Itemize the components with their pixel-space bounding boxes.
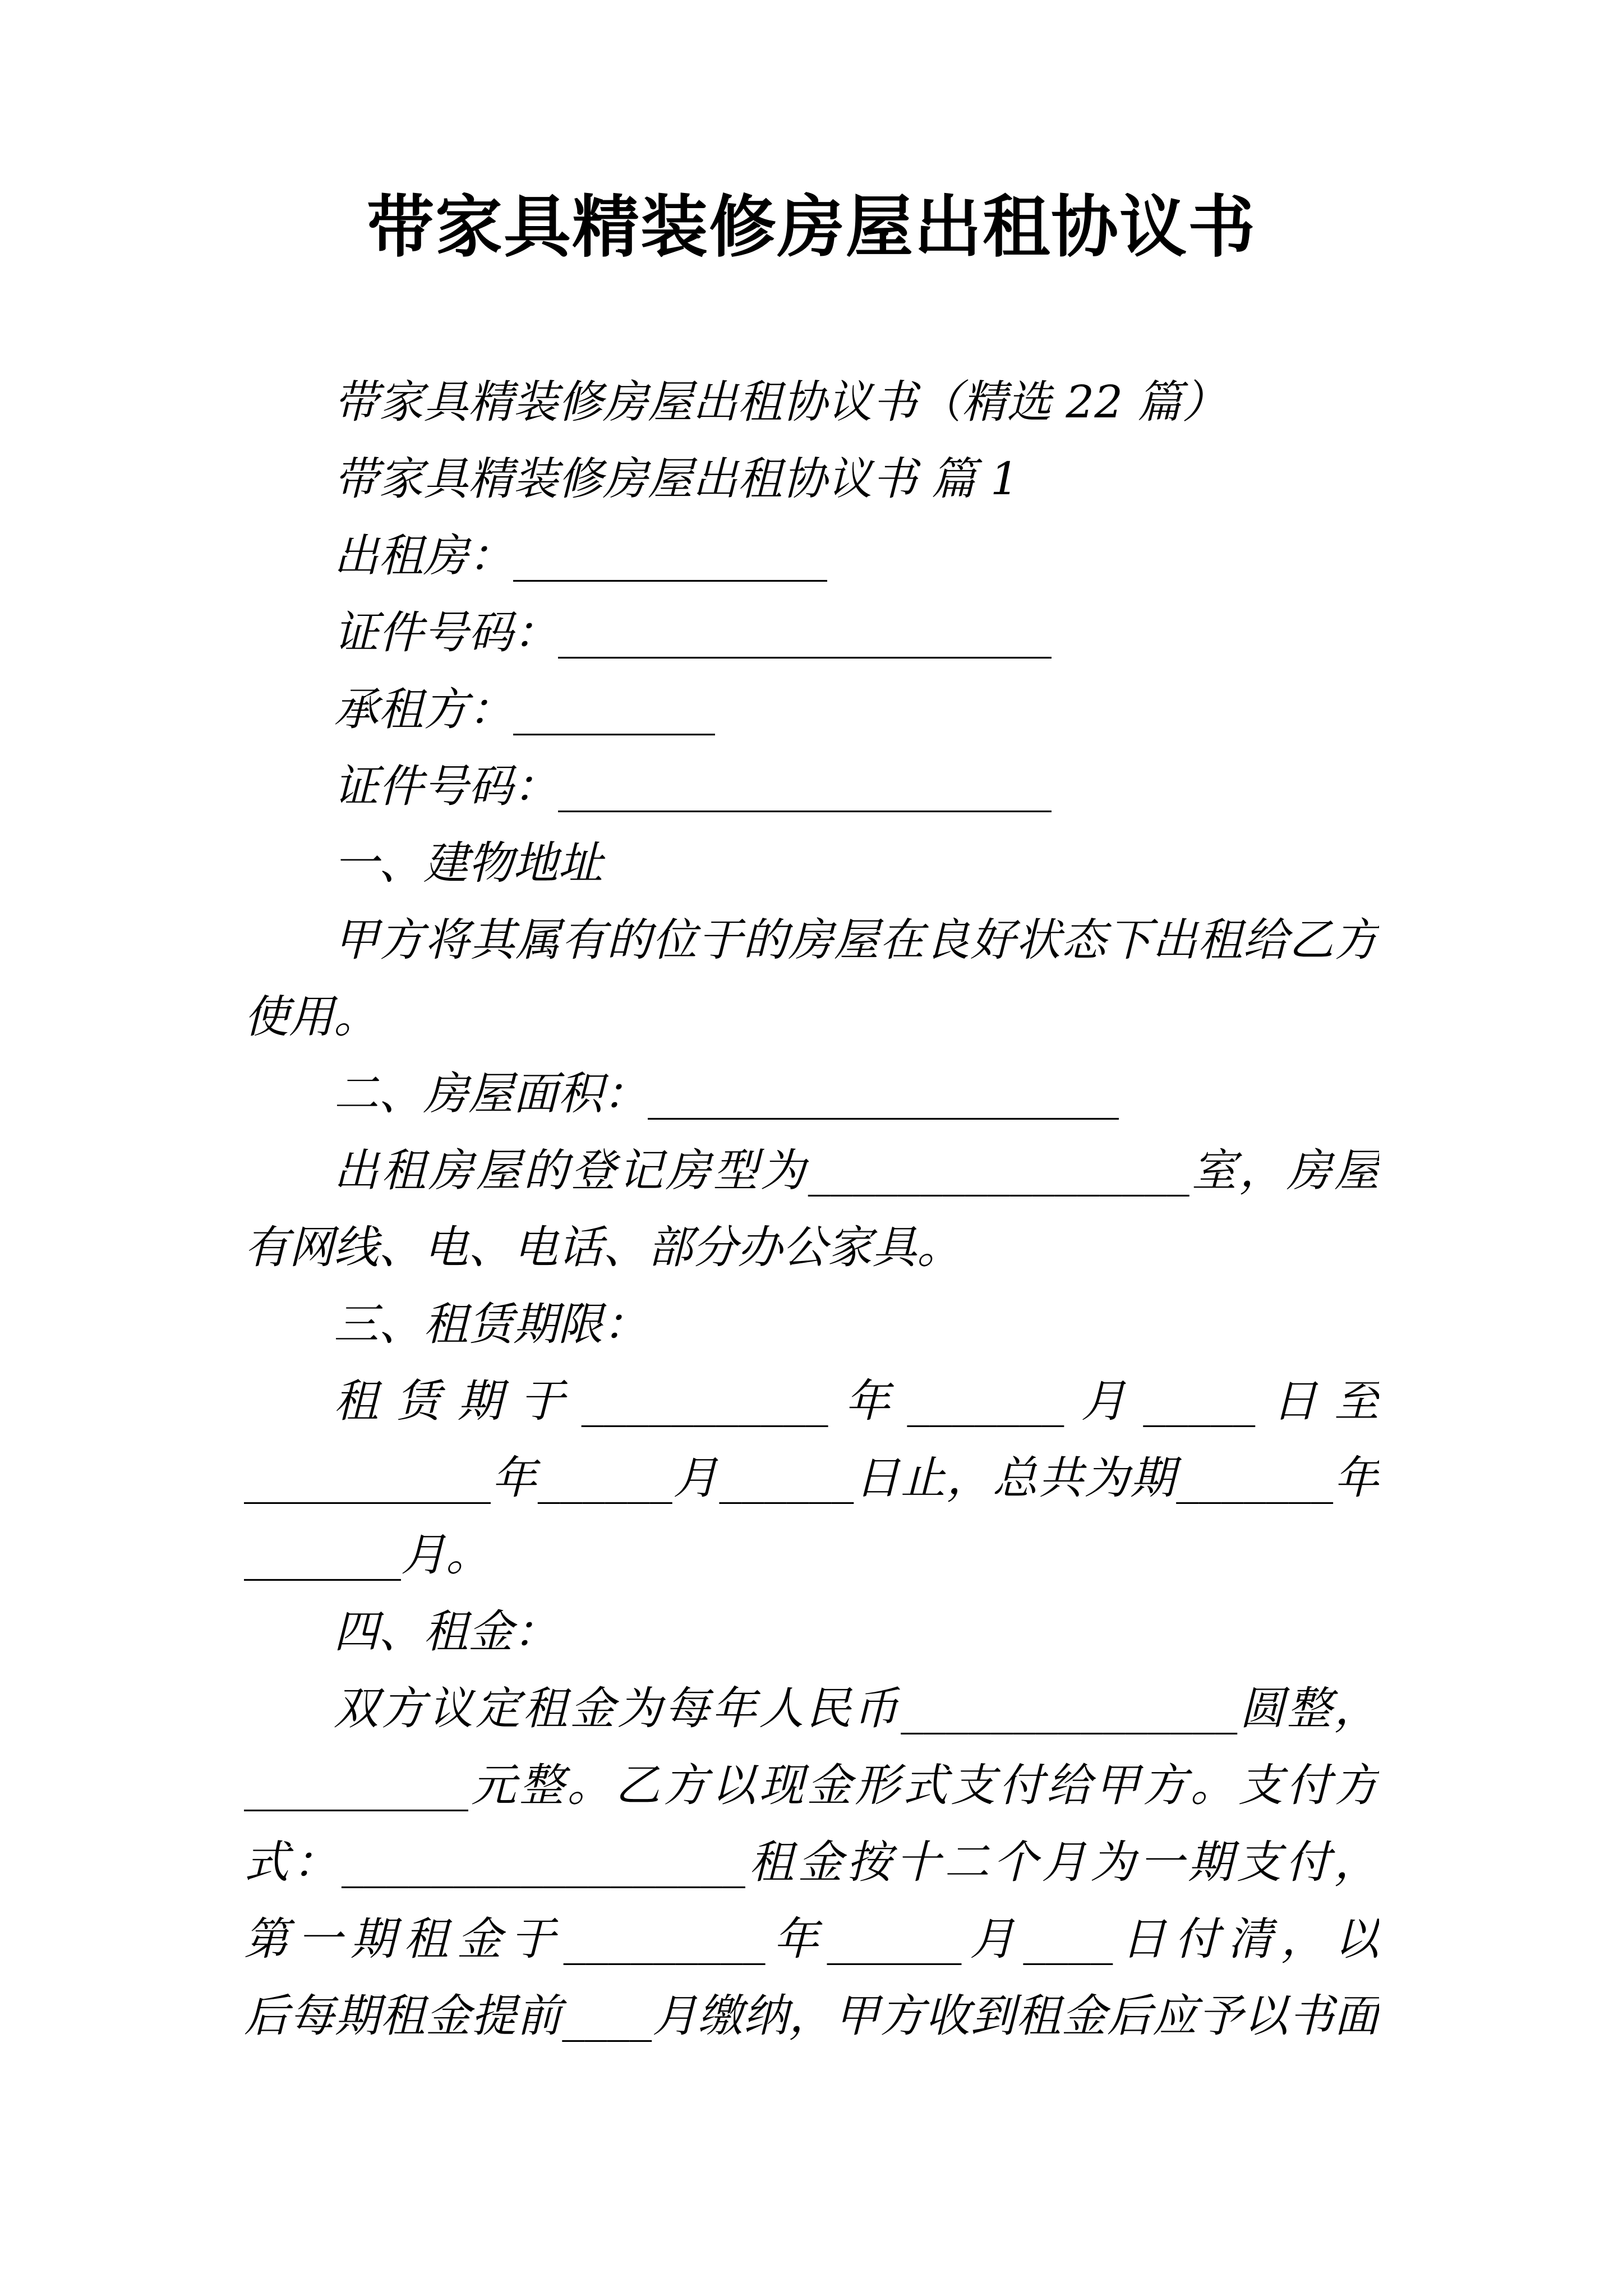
document-body (244, 364, 1379, 2054)
document-line: 一、建物地址 (334, 837, 603, 889)
document-line: 二、房屋面积：_____________________ (334, 1068, 1119, 1120)
document-title: 带家具精装修房屋出租协议书 (367, 187, 1256, 266)
document-line: 式：__________________租金按十二个月为一期支付， (244, 1836, 1379, 1888)
document-line: 四、租金： (334, 1605, 558, 1658)
document-line: __________元整。乙方以现金形式支付给甲方。支付方 (244, 1759, 1379, 1811)
document-line: 承租方：_________ (334, 683, 715, 735)
document-line: 后每期租金提前____月缴纳，甲方收到租金后应予以书面 (244, 1990, 1379, 2042)
document-line: _______月。 (244, 1529, 491, 1581)
document-line: ___________年______月______日止，总共为期_______年 (244, 1452, 1379, 1504)
document-line: 租赁期于___________年_______月_____日至 (334, 1375, 1379, 1427)
document-line: 甲方将其属有的位于的房屋在良好状态下出租给乙方 (334, 914, 1379, 966)
document-line: 出租房：______________ (334, 530, 827, 582)
document-line: 使用。 (244, 991, 379, 1043)
document-line: 带家具精装修房屋出租协议书 篇 1 (334, 453, 1019, 505)
document-line: 三、租赁期限： (334, 1298, 648, 1350)
document-line: 证件号码：______________________ (334, 760, 1052, 812)
document-line: 出租房屋的登记房型为_________________室，房屋 (334, 1144, 1379, 1197)
document-line: 带家具精装修房屋出租协议书（精选 22 篇） (334, 376, 1227, 428)
document-line: 双方议定租金为每年人民币_______________圆整， (334, 1682, 1379, 1734)
document-line: 第一期租金于_________年______月____日付清，以 (244, 1913, 1379, 1965)
document-line: 证件号码：______________________ (334, 606, 1052, 659)
document-line: 有网线、电、电话、部分办公家具。 (244, 1221, 962, 1273)
